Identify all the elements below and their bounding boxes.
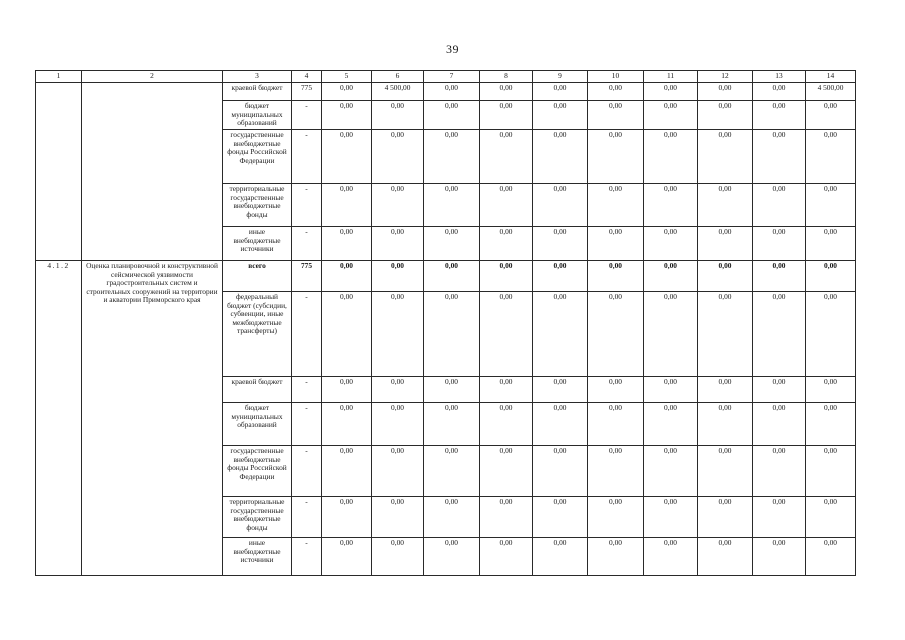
column-4-value: 775: [292, 261, 322, 292]
amount-cell: 0,00: [588, 497, 644, 538]
funding-source: государственные внебюджетные фонды Российской Федерации: [223, 446, 292, 497]
amount-cell: 0,00: [753, 377, 806, 403]
amount-cell: 0,00: [424, 403, 480, 446]
amount-cell: 0,00: [806, 538, 856, 576]
column-4-value: -: [292, 403, 322, 446]
column-4-value: -: [292, 446, 322, 497]
amount-cell: 0,00: [424, 227, 480, 261]
amount-cell: 0,00: [698, 184, 753, 227]
amount-cell: 0,00: [753, 184, 806, 227]
amount-cell: 0,00: [372, 184, 424, 227]
amount-cell: 0,00: [372, 261, 424, 292]
amount-cell: 0,00: [322, 377, 372, 403]
amount-cell: 0,00: [753, 292, 806, 377]
amount-cell: 0,00: [322, 130, 372, 184]
page-number: 39: [446, 42, 459, 56]
amount-cell: 0,00: [480, 377, 533, 403]
amount-cell: 0,00: [424, 446, 480, 497]
amount-cell: 0,00: [424, 292, 480, 377]
item-code: 4.1.2: [36, 261, 82, 576]
amount-cell: 0,00: [424, 497, 480, 538]
column-number: 4: [292, 71, 322, 83]
amount-cell: 0,00: [644, 83, 698, 101]
amount-cell: 0,00: [806, 446, 856, 497]
item-code: [36, 83, 82, 261]
amount-cell: 0,00: [588, 292, 644, 377]
amount-cell: 0,00: [806, 377, 856, 403]
amount-cell: 0,00: [753, 83, 806, 101]
amount-cell: 0,00: [644, 538, 698, 576]
funding-source: территориальные государственные внебюджетные фонды: [223, 184, 292, 227]
funding-source: федеральный бюджет (субсидии, субвенции, иные межбюджетные трансферты): [223, 292, 292, 377]
amount-cell: 0,00: [644, 377, 698, 403]
amount-cell: 0,00: [644, 101, 698, 130]
amount-cell: 0,00: [480, 227, 533, 261]
amount-cell: 0,00: [588, 130, 644, 184]
budget-table: [35, 70, 856, 576]
amount-cell: 0,00: [588, 83, 644, 101]
funding-source: бюджет муниципальных образований: [223, 403, 292, 446]
amount-cell: 0,00: [806, 184, 856, 227]
amount-cell: 0,00: [533, 538, 588, 576]
amount-cell: 0,00: [644, 130, 698, 184]
amount-cell: 0,00: [424, 261, 480, 292]
amount-cell: 0,00: [698, 497, 753, 538]
amount-cell: 0,00: [372, 130, 424, 184]
column-number: 3: [223, 71, 292, 83]
amount-cell: 0,00: [806, 130, 856, 184]
amount-cell: 0,00: [480, 130, 533, 184]
amount-cell: 0,00: [533, 377, 588, 403]
amount-cell: 0,00: [698, 446, 753, 497]
funding-source: иные внебюджетные источники: [223, 538, 292, 576]
column-number: 2: [82, 71, 223, 83]
amount-cell: 0,00: [644, 446, 698, 497]
amount-cell: 0,00: [372, 101, 424, 130]
amount-cell: 0,00: [753, 130, 806, 184]
amount-cell: 0,00: [806, 101, 856, 130]
amount-cell: 0,00: [753, 227, 806, 261]
column-number: 9: [533, 71, 588, 83]
column-4-value: -: [292, 377, 322, 403]
amount-cell: 0,00: [533, 184, 588, 227]
amount-cell: 0,00: [753, 538, 806, 576]
column-number: 6: [372, 71, 424, 83]
amount-cell: 0,00: [424, 130, 480, 184]
amount-cell: 0,00: [424, 377, 480, 403]
amount-cell: 0,00: [322, 292, 372, 377]
column-number: 1: [36, 71, 82, 83]
amount-cell: 0,00: [753, 446, 806, 497]
amount-cell: 0,00: [644, 261, 698, 292]
amount-cell: 0,00: [322, 538, 372, 576]
funding-source: краевой бюджет: [223, 377, 292, 403]
column-number: 5: [322, 71, 372, 83]
column-number: 7: [424, 71, 480, 83]
amount-cell: 0,00: [753, 497, 806, 538]
table-row: [36, 261, 856, 292]
funding-source: территориальные государственные внебюджетные фонды: [223, 497, 292, 538]
amount-cell: 0,00: [644, 227, 698, 261]
amount-cell: 0,00: [322, 261, 372, 292]
column-number: 12: [698, 71, 753, 83]
amount-cell: 0,00: [424, 184, 480, 227]
funding-source: краевой бюджет: [223, 83, 292, 101]
amount-cell: 0,00: [588, 184, 644, 227]
table-row: [36, 83, 856, 101]
amount-cell: 0,00: [698, 261, 753, 292]
amount-cell: 0,00: [424, 101, 480, 130]
column-4-value: -: [292, 538, 322, 576]
column-4-value: -: [292, 184, 322, 227]
amount-cell: 0,00: [533, 292, 588, 377]
column-4-value: -: [292, 292, 322, 377]
amount-cell: 0,00: [480, 403, 533, 446]
funding-source: бюджет муниципальных образований: [223, 101, 292, 130]
item-name: [82, 83, 223, 261]
column-number: 11: [644, 71, 698, 83]
column-4-value: -: [292, 227, 322, 261]
amount-cell: 0,00: [588, 261, 644, 292]
amount-cell: 0,00: [698, 227, 753, 261]
amount-cell: 0,00: [533, 101, 588, 130]
amount-cell: 0,00: [480, 184, 533, 227]
amount-cell: 0,00: [753, 261, 806, 292]
amount-cell: 0,00: [533, 261, 588, 292]
amount-cell: 4 500,00: [806, 83, 856, 101]
amount-cell: 0,00: [533, 227, 588, 261]
amount-cell: 0,00: [806, 261, 856, 292]
amount-cell: 0,00: [322, 227, 372, 261]
amount-cell: 0,00: [424, 538, 480, 576]
amount-cell: 0,00: [588, 101, 644, 130]
amount-cell: 0,00: [480, 101, 533, 130]
amount-cell: 0,00: [480, 497, 533, 538]
amount-cell: 0,00: [698, 292, 753, 377]
amount-cell: 0,00: [806, 403, 856, 446]
amount-cell: 4 500,00: [372, 83, 424, 101]
amount-cell: 0,00: [322, 184, 372, 227]
amount-cell: 0,00: [806, 292, 856, 377]
amount-cell: 0,00: [322, 403, 372, 446]
amount-cell: 0,00: [372, 538, 424, 576]
amount-cell: 0,00: [372, 292, 424, 377]
column-number-row: [36, 71, 856, 83]
amount-cell: 0,00: [322, 497, 372, 538]
amount-cell: 0,00: [806, 227, 856, 261]
funding-source: иные внебюджетные источники: [223, 227, 292, 261]
amount-cell: 0,00: [533, 130, 588, 184]
amount-cell: 0,00: [698, 377, 753, 403]
column-4-value: -: [292, 101, 322, 130]
amount-cell: 0,00: [753, 403, 806, 446]
amount-cell: 0,00: [372, 377, 424, 403]
column-number: 10: [588, 71, 644, 83]
amount-cell: 0,00: [533, 497, 588, 538]
amount-cell: 0,00: [698, 130, 753, 184]
amount-cell: 0,00: [644, 403, 698, 446]
amount-cell: 0,00: [806, 497, 856, 538]
amount-cell: 0,00: [644, 292, 698, 377]
amount-cell: 0,00: [322, 101, 372, 130]
amount-cell: 0,00: [533, 83, 588, 101]
amount-cell: 0,00: [372, 497, 424, 538]
amount-cell: 0,00: [698, 538, 753, 576]
amount-cell: 0,00: [588, 538, 644, 576]
amount-cell: 0,00: [533, 403, 588, 446]
amount-cell: 0,00: [698, 101, 753, 130]
amount-cell: 0,00: [753, 101, 806, 130]
funding-source: всего: [223, 261, 292, 292]
column-4-value: -: [292, 497, 322, 538]
amount-cell: 0,00: [372, 403, 424, 446]
amount-cell: 0,00: [480, 83, 533, 101]
amount-cell: 0,00: [480, 538, 533, 576]
amount-cell: 0,00: [322, 83, 372, 101]
amount-cell: 0,00: [588, 227, 644, 261]
amount-cell: 0,00: [372, 446, 424, 497]
column-number: 14: [806, 71, 856, 83]
amount-cell: 0,00: [372, 227, 424, 261]
amount-cell: 0,00: [480, 292, 533, 377]
amount-cell: 0,00: [480, 261, 533, 292]
amount-cell: 0,00: [424, 83, 480, 101]
funding-source: государственные внебюджетные фонды Российской Федерации: [223, 130, 292, 184]
amount-cell: 0,00: [588, 377, 644, 403]
amount-cell: 0,00: [644, 184, 698, 227]
item-name: Оценка планировочной и конструктивной сейсмической уязвимости градостроительных систем и строительных сооружений на территории и акватории Приморского края: [82, 261, 223, 576]
amount-cell: 0,00: [588, 403, 644, 446]
amount-cell: 0,00: [480, 446, 533, 497]
column-4-value: -: [292, 130, 322, 184]
column-number: 13: [753, 71, 806, 83]
column-number: 8: [480, 71, 533, 83]
amount-cell: 0,00: [644, 497, 698, 538]
amount-cell: 0,00: [588, 446, 644, 497]
amount-cell: 0,00: [698, 403, 753, 446]
amount-cell: 0,00: [533, 446, 588, 497]
amount-cell: 0,00: [698, 83, 753, 101]
column-4-value: 775: [292, 83, 322, 101]
amount-cell: 0,00: [322, 446, 372, 497]
